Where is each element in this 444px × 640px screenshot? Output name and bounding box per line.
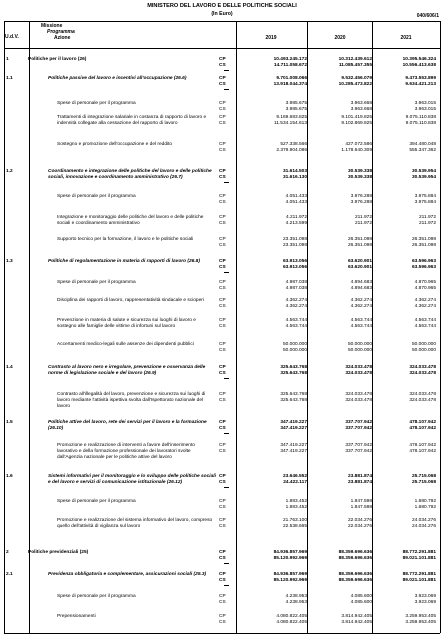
subtotal-rule — [224, 433, 229, 434]
row-description: Sostegno e promozione dell'occupazione e del reddito — [57, 142, 173, 147]
row-value-2019: 10.493.245.172 14.711.058.672 — [273, 57, 307, 69]
row-description: Trattamenti di integrazione salariale in costanza di rapporto di lavoro e indennità collegate alla cessazione del rapporto di lavoro — [57, 115, 207, 127]
header-hierarchy — [41, 23, 75, 41]
row-value-2019: 4.051.433 4.051.433 — [285, 194, 307, 206]
row-description: Spese di personale per il programma — [57, 499, 136, 504]
row-value-2019: 3.985.675 3.985.675 — [285, 101, 307, 113]
subtotal-rule — [224, 378, 229, 379]
row-kind-labels: CP CS — [219, 365, 226, 377]
subtotal-rule — [224, 563, 229, 564]
row-kind-labels: CP CS — [219, 76, 226, 88]
row-value-2021: 3.963.015 3.963.015 — [414, 101, 436, 113]
row-value-2021: 9.473.553.899 9.634.421.213 — [405, 76, 436, 88]
row-value-2019: 21.763.100 22.538.665 — [282, 518, 307, 530]
row-kind-labels: CP CS — [219, 392, 226, 404]
row-value-2019: 84.936.857.969 85.120.992.969 — [273, 550, 307, 562]
subtotal-rule — [224, 89, 229, 90]
row-value-2019: 84.936.857.969 85.120.992.969 — [273, 572, 307, 584]
row-value-2019: 1.883.452 1.883.452 — [285, 499, 307, 511]
row-value-2021: 4.563.744 4.563.744 — [414, 318, 436, 330]
row-value-2021: 324.033.478 324.033.478 — [409, 365, 436, 377]
row-value-2021: 10.395.546.324 10.556.413.638 — [402, 57, 436, 69]
header-missione: Missione — [41, 23, 63, 29]
row-description: Politiche di regolamentazione in materia di rapporti di lavoro (26.8) — [48, 259, 200, 264]
row-value-2020: 3.976.288 3.976.288 — [350, 194, 372, 206]
row-value-2021: 394.480.048 555.347.362 — [409, 142, 436, 154]
row-description: Spese di personale per il programma — [57, 594, 136, 599]
row-value-2021: 30.539.954 30.539.954 — [411, 169, 436, 181]
column-rule — [236, 21, 237, 633]
column-rule — [29, 21, 30, 633]
row-code: 1.1 — [6, 76, 13, 81]
row-value-2019: 527.338.566 2.379.904.086 — [276, 142, 307, 154]
row-description: Prepensionamenti — [57, 614, 96, 619]
row-value-2021: 1.680.792 1.680.792 — [414, 499, 436, 511]
row-code: 2 — [6, 550, 9, 555]
subtotal-rule — [224, 182, 229, 183]
row-value-2019: 63.913.056 63.913.056 — [282, 259, 307, 271]
header-year-2: 2020 — [334, 35, 346, 41]
row-description: Disciplina dei rapporti di lavoro, rappresentatività sindacale e scioperi — [57, 298, 204, 303]
row-kind-labels: CP CS — [219, 318, 226, 330]
subtotal-rule — [224, 272, 229, 273]
row-description: Sistemi informativi per il monitoraggio e lo sviluppo delle politiche sociali e del lavoro e servizi di comunicazione istituzionale (26.12) — [48, 474, 216, 486]
header-udv: U.d.V. — [5, 34, 19, 40]
row-value-2020: 9.532.456.079 10.285.473.822 — [338, 76, 372, 88]
header-year-1: 2019 — [265, 35, 277, 41]
row-value-2020: 63.620.901 63.620.901 — [347, 259, 372, 271]
row-description: Politiche previdenziali (25) — [28, 550, 89, 555]
row-kind-labels: CP CS — [219, 115, 226, 127]
row-value-2019: 4.563.744 4.563.744 — [285, 318, 307, 330]
row-kind-labels: CP CS — [219, 101, 226, 113]
document-id: 040/606/1 — [416, 13, 439, 19]
row-value-2019: 50.000.000 50.000.000 — [282, 342, 307, 354]
row-value-2021: 25.715.068 25.715.068 — [411, 474, 436, 486]
row-value-2020: 337.707.942 337.707.942 — [345, 443, 372, 455]
row-description: Promozione e realizzazione del sistema informativo del lavoro, compreso quello dell'attività di vigilanza sul lavoro — [57, 518, 213, 530]
row-value-2021: 88.772.291.881 89.021.101.881 — [402, 572, 436, 584]
row-description: Spese di personale per il programma — [57, 194, 136, 199]
row-value-2019: 4.080.822.405 4.080.822.405 — [276, 614, 307, 626]
row-value-2019: 347.419.227 347.419.227 — [280, 443, 307, 455]
row-value-2020: 324.033.478 324.033.478 — [345, 392, 372, 404]
row-value-2019: 347.419.227 347.419.227 — [280, 420, 307, 432]
row-value-2020: 4.894.683 4.894.683 — [350, 280, 372, 292]
row-code: 1.2 — [6, 169, 13, 174]
column-rule — [307, 21, 308, 633]
row-value-2020: 4.563.744 4.563.744 — [350, 318, 372, 330]
row-value-2019: 4.211.972 4.213.599 — [285, 215, 307, 227]
row-kind-labels: CP CS — [219, 194, 226, 206]
row-value-2020: 427.072.586 1.178.640.309 — [341, 142, 372, 154]
row-kind-labels: CP CS — [219, 298, 226, 310]
row-description: Politiche per il lavoro (26) — [28, 57, 87, 62]
row-code: 1.4 — [6, 365, 13, 370]
row-value-2021: 26.351.098 26.351.098 — [411, 237, 436, 249]
row-value-2019: 31.614.503 31.616.130 — [282, 169, 307, 181]
row-value-2021: 478.107.942 478.107.942 — [409, 420, 436, 432]
row-value-2021: 324.033.478 324.033.478 — [409, 392, 436, 404]
table-bottom-rule — [4, 633, 440, 634]
row-value-2021: 63.596.963 63.596.963 — [411, 259, 436, 271]
row-description: Politiche attive del lavoro, rete dei servizi per il lavoro e la formazione (26.10) — [48, 420, 207, 432]
header-year-3: 2021 — [400, 35, 412, 41]
row-value-2020: 9.101.419.825 9.102.869.825 — [341, 115, 372, 127]
row-description: Accertamenti medico-legali sulle assenze dei dipendenti pubblici — [57, 342, 194, 347]
row-code: 1.5 — [6, 420, 13, 425]
row-value-2019: 325.643.768 325.643.768 — [280, 392, 307, 404]
subtotal-rule — [224, 487, 229, 488]
row-kind-labels: CP CS — [219, 280, 226, 292]
row-kind-labels: CP CS — [219, 518, 226, 530]
row-value-2019: 9.169.683.825 11.534.154.613 — [274, 115, 307, 127]
row-value-2020: 4.085.600 4.085.600 — [350, 594, 372, 606]
row-kind-labels: CP CS — [219, 614, 226, 626]
subtotal-rule — [224, 70, 229, 71]
row-description: Promozione e realizzazione di interventi a favore dell'inserimento lavorativo e della formazione professionale dei lavoratori svolte dall'Agenzia nazionale per le politiche attive del lavoro — [57, 443, 195, 461]
row-kind-labels: CP CS — [219, 169, 226, 181]
row-value-2020: 1.847.598 1.847.598 — [350, 499, 372, 511]
row-kind-labels: CP CS — [219, 550, 226, 562]
row-value-2021: 211.972 211.972 — [419, 215, 436, 227]
ministry-title: MINISTERO DEL LAVORO E DELLE POLITICHE SOCIALI — [147, 3, 297, 9]
row-value-2021: 3.975.884 3.975.884 — [414, 194, 436, 206]
row-value-2019: 4.238.953 4.238.953 — [285, 594, 307, 606]
row-value-2020: 50.000.000 50.000.000 — [347, 342, 372, 354]
row-value-2021: 3.923.069 3.923.069 — [414, 594, 436, 606]
row-code: 1.6 — [6, 474, 13, 479]
row-kind-labels: CP CS — [219, 342, 226, 354]
row-kind-labels: CP CS — [219, 443, 226, 455]
row-value-2021: 9.075.110.838 9.075.110.838 — [405, 115, 436, 127]
row-value-2020: 4.362.274 4.362.274 — [350, 298, 372, 310]
row-kind-labels: CP CS — [219, 237, 226, 249]
row-value-2019: 9.701.008.066 13.918.044.374 — [273, 76, 307, 88]
column-rule — [4, 21, 5, 633]
row-value-2020: 3.814.942.405 3.814.942.405 — [341, 614, 372, 626]
row-description: Coordinamento e integrazione delle politiche del lavoro e delle politiche sociali, innovazione e coordinamento amministrativo (26.7) — [48, 169, 212, 181]
row-value-2020: 88.359.696.636 88.359.696.636 — [338, 550, 372, 562]
row-value-2021: 3.259.953.405 3.259.953.405 — [405, 614, 436, 626]
row-value-2021: 4.362.274 4.362.274 — [414, 298, 436, 310]
row-kind-labels: CP CS — [219, 57, 226, 69]
row-kind-labels: CP CS — [219, 420, 226, 432]
row-description: Prevenzione in materia di salute e sicurezza sui luoghi di lavoro e sostegno alle famiglie delle vittime di infortuni sul lavoro — [57, 318, 196, 330]
row-description: Integrazione e monitoraggio delle politiche del lavoro e delle politiche sociali e coordinamento amministrativo — [57, 215, 204, 227]
row-value-2020: 88.359.696.636 88.359.696.636 — [338, 572, 372, 584]
row-kind-labels: CP CS — [219, 215, 226, 227]
row-kind-labels: CP CS — [219, 499, 226, 511]
row-description: Politiche passive del lavoro e incentivi all'occupazione (26.6) — [48, 76, 187, 81]
row-value-2019: 325.643.768 325.643.768 — [280, 365, 307, 377]
row-description: Previdenza obbligatoria e complementare, assicurazioni sociali (25.3) — [48, 572, 207, 577]
row-value-2019: 4.362.274 4.362.274 — [285, 298, 307, 310]
row-value-2020: 337.707.942 337.707.942 — [345, 420, 372, 432]
row-description: Contrasto al lavoro nero e irregolare, prevenzione e osservanza delle norme di legislazione sociale e del lavoro (26.9) — [48, 365, 206, 377]
row-value-2020: 26.351.098 26.351.098 — [347, 237, 372, 249]
row-value-2021: 24.034.276 24.034.276 — [411, 518, 436, 530]
row-value-2021: 50.000.000 50.000.000 — [411, 342, 436, 354]
row-value-2020: 23.881.874 23.881.874 — [347, 474, 372, 486]
row-code: 1 — [6, 57, 9, 62]
row-kind-labels: CP CS — [219, 572, 226, 584]
column-rule — [372, 21, 373, 633]
row-kind-labels: CP CS — [219, 142, 226, 154]
row-kind-labels: CP CS — [219, 259, 226, 271]
row-description: Contrasto all'illegalità del lavoro, prevenzione e sicurezza sui luoghi di lavoro mediante l'attività ispettiva svolta dall'Ispettorato nazionale del lavoro — [57, 392, 206, 410]
header-programma: Programma — [47, 29, 75, 35]
subtotal-rule — [224, 585, 229, 586]
row-description: Supporto tecnico per la formazione, il lavoro e le politiche sociali — [57, 237, 194, 242]
row-description: Spese di personale per il programma — [57, 101, 136, 106]
row-value-2021: 4.870.965 4.870.965 — [414, 280, 436, 292]
row-value-2021: 478.107.942 478.107.942 — [409, 443, 436, 455]
row-description: Spese di personale per il programma — [57, 280, 136, 285]
row-value-2020: 10.312.439.612 11.085.457.355 — [338, 57, 372, 69]
header-azione: Azione — [54, 35, 71, 41]
row-value-2020: 30.539.338 30.539.338 — [347, 169, 372, 181]
row-value-2019: 23.646.552 24.422.117 — [282, 474, 307, 486]
row-value-2020: 22.034.276 22.034.276 — [347, 518, 372, 530]
row-value-2020: 324.033.478 324.033.478 — [345, 365, 372, 377]
column-rule — [440, 21, 441, 633]
row-kind-labels: CP CS — [219, 594, 226, 606]
row-kind-labels: CP CS — [219, 474, 226, 486]
row-code: 1.3 — [6, 259, 13, 264]
row-value-2021: 88.772.291.881 89.021.101.881 — [402, 550, 436, 562]
row-value-2020: 3.963.668 3.963.668 — [350, 101, 372, 113]
row-value-2019: 23.351.098 23.351.098 — [282, 237, 307, 249]
row-value-2019: 4.987.038 4.987.038 — [285, 280, 307, 292]
row-value-2020: 211.972 211.972 — [355, 215, 372, 227]
row-code: 2.1 — [6, 572, 13, 577]
currency-unit: (In Euro) — [211, 11, 233, 17]
